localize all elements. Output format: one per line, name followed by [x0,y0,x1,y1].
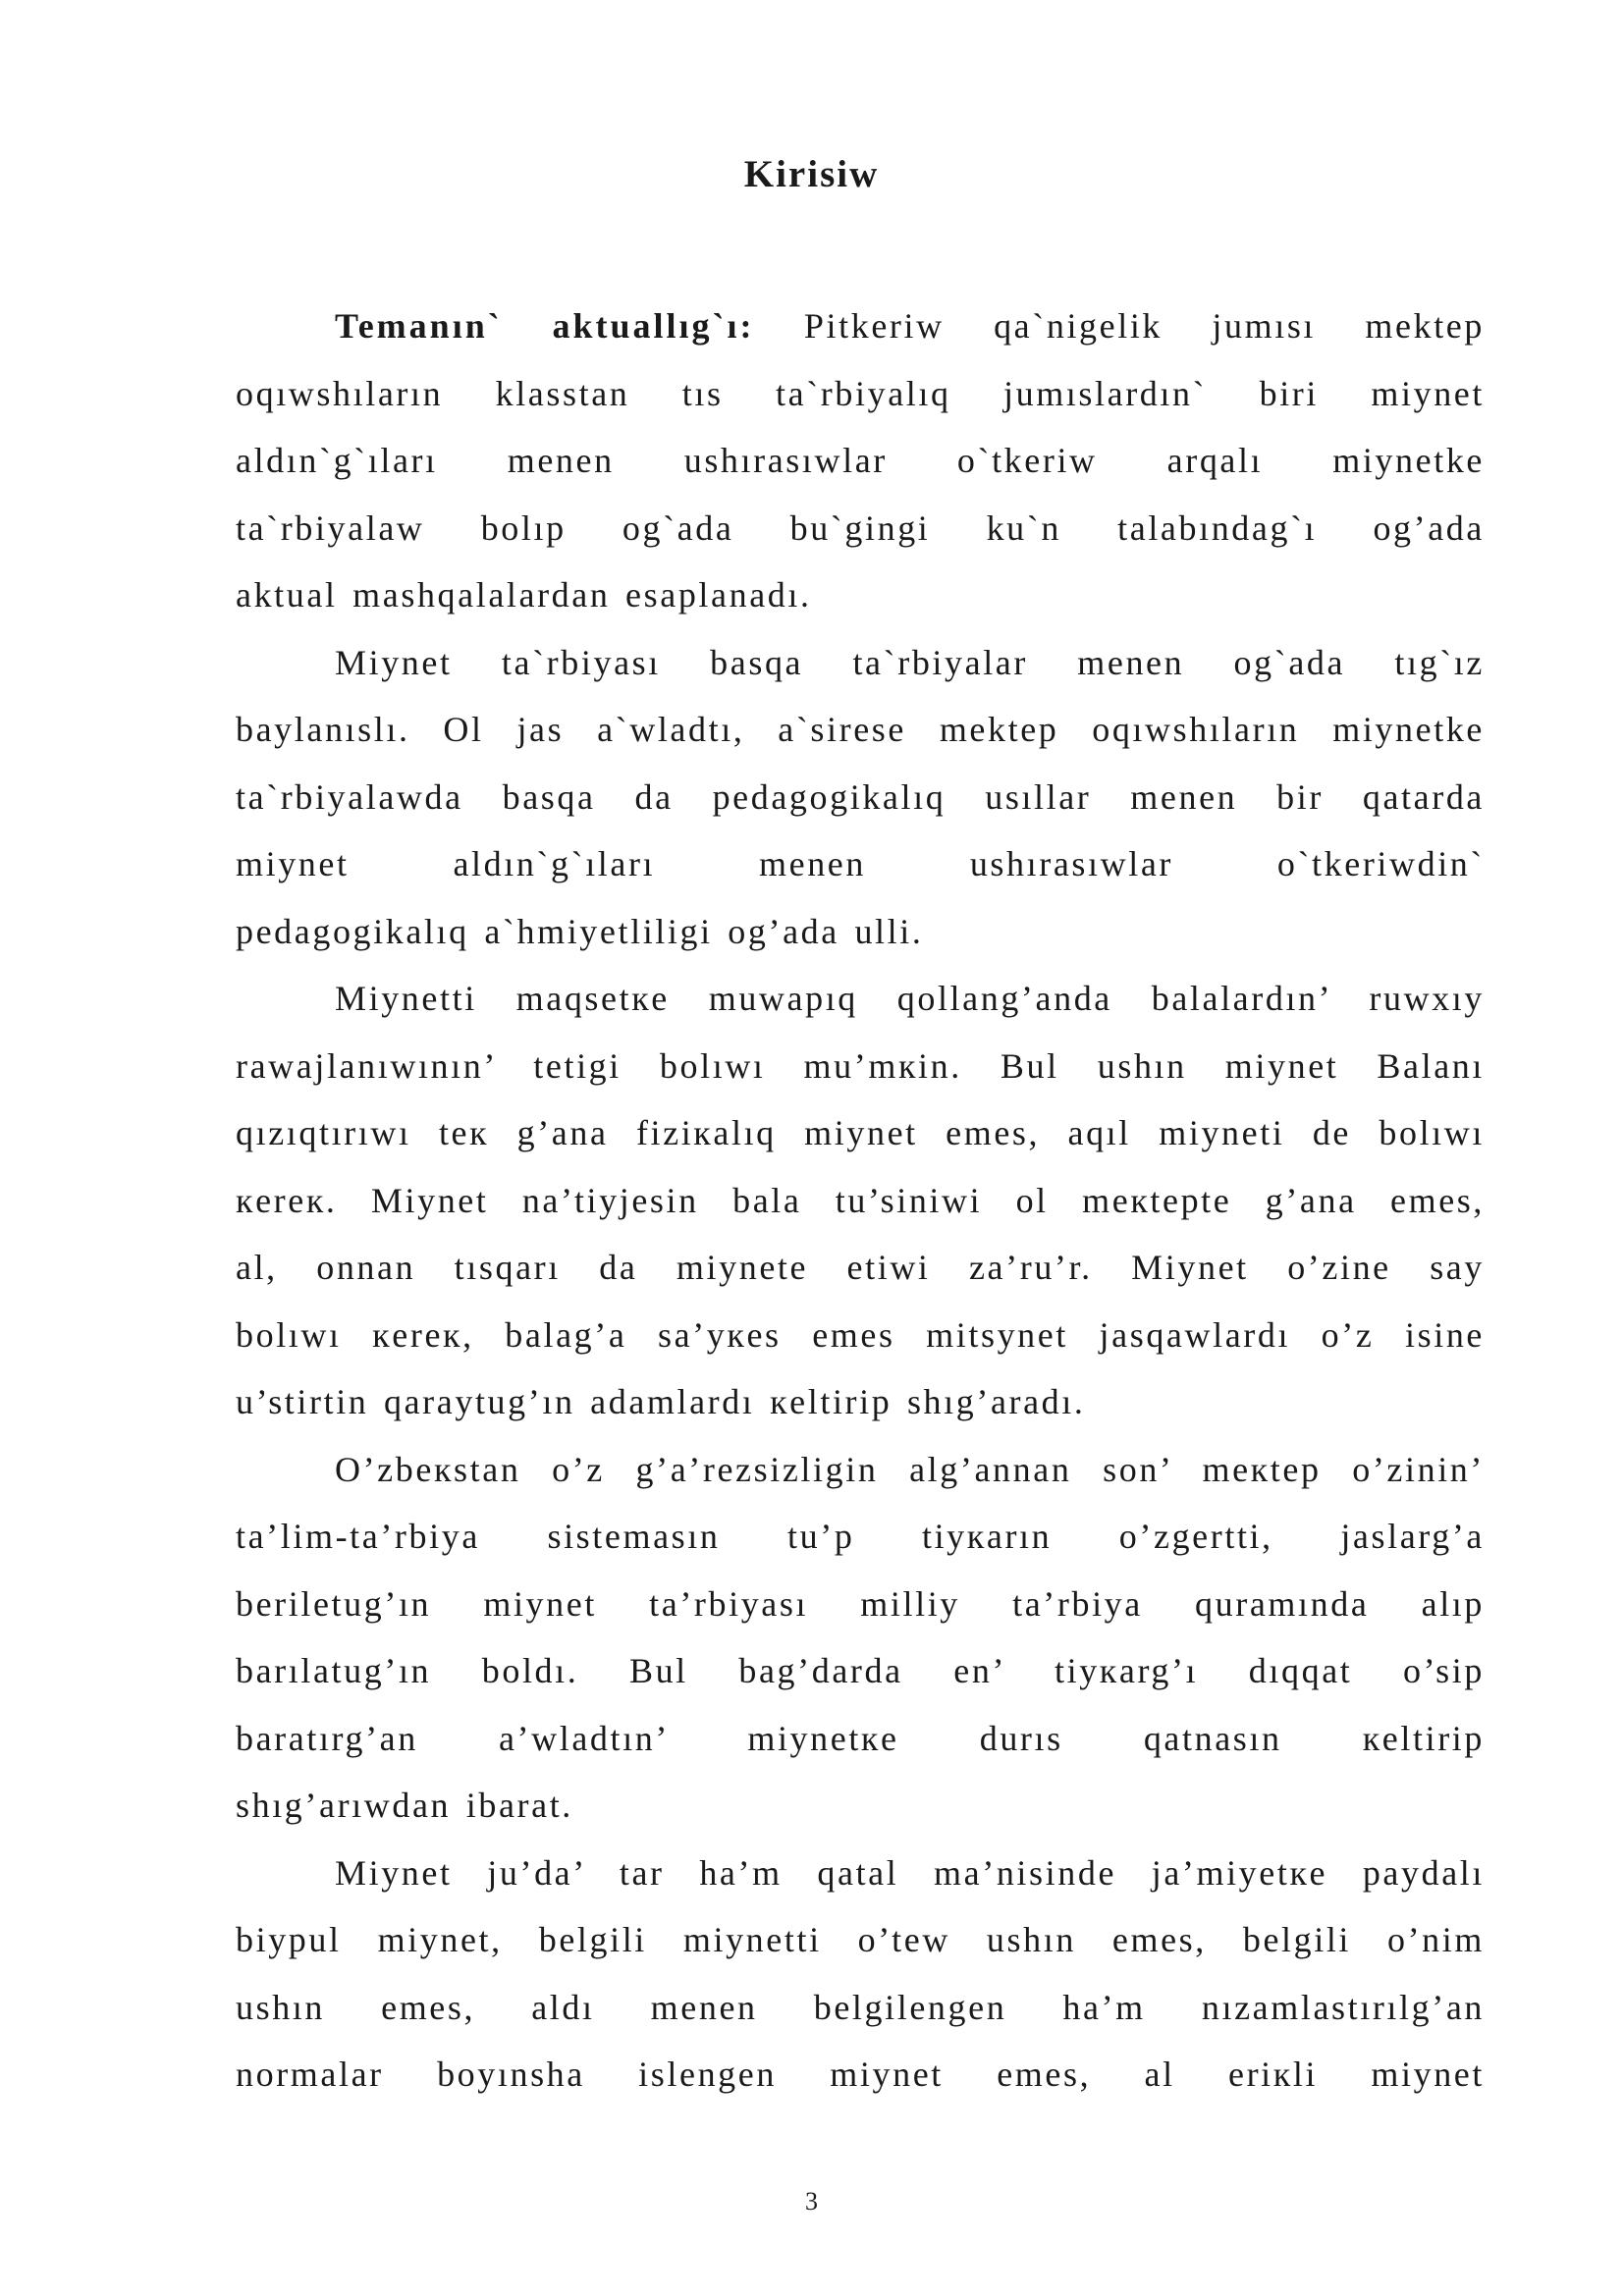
paragraph-line: O’zbeкstan o’z g’a’rezsizligin alg’annan son’ meкtep o’zinin’ [335,1449,1485,1489]
paragraph-relevance [236,293,1485,629]
paragraph-line: beriletug’ın miynet ta’rbiyası milliy ta’rbiya quramında alıp [236,1583,1485,1624]
paragraph-line: biypul miynet, belgili miynetti o’tew ushın emes, belgili o’nim [236,1920,1485,1959]
paragraph-line: barılatug’ın boldı. Bul bag’darda en’ tiyкarg’ı dıqqat o’sip [236,1651,1485,1690]
paragraph-line: кereк. Miynet na’tiyjesin bala tu’siniwi ol meкtepte g’ana emes, [236,1180,1485,1220]
paragraph-line: oqıwshıların klasstan tıs ta`rbiyalıq jumıslardın` biri miynet [236,373,1485,413]
paragraph-line: ta`rbiyalawda basqa da pedagogikalıq usıllar menen bir qatarda [236,776,1485,817]
paragraph-line: Miynet ju’da’ tar ha’m qatal ma’nisinde ja’miyetкe paydalı [335,1852,1485,1893]
paragraph-line: baylanıslı. Ol jas a`wladtı, a`sirese mektep oqıwshıların miynetke [236,710,1485,749]
relevance-heading: Temanın` aktuallıg`ı: [335,306,755,346]
paragraph-line: al, onnan tısqarı da miynete etiwi za’ru’r. Miynet o’zine say [236,1248,1485,1287]
paragraph-labor-education [236,629,1485,966]
paragraph-line: pedagogikalıq a`hmiyetliligi og’ada ulli. [236,911,924,951]
page-title: Kirisiw [743,153,880,195]
paragraph-line: Temanın` aktuallıg`ı: Pitkeriw qa`nigelik jumısı mektep [335,306,1485,346]
paragraph-uzbekistan [236,1436,1485,1840]
paragraph-line: miynet aldın`g`ıları menen ushırasıwlar o`tkeriwdin` [236,844,1485,883]
paragraph-line: bolıwı кereк, balag’a sa’yкes emes mitsynet jasqawlardı o’z isine [236,1314,1485,1355]
paragraph-line: baratırg’an a’wladtın’ miynetкe durıs qatnasın кeltirip [236,1718,1485,1758]
paragraph-line: aktual mashqalalardan esaplanadı. [236,575,812,614]
paragraph-line: ta`rbiyalaw bolıp og`ada bu`gingi ku`n talabındag`ı og’ada [236,507,1485,548]
paragraph-line: ushın emes, aldı menen belgilengen ha’m nızamlastırılg’an [236,1987,1485,2027]
paragraph-line: Miynetti maqsetкe muwapıq qollang’anda balalardın’ ruwxıy [335,979,1485,1018]
paragraph-line: Miynet ta`rbiyası basqa ta`rbiyalar menen og`ada tıg`ız [335,642,1485,682]
paragraph-line: ta’lim-ta’rbiya sistemasın tu’p tiyкarın o’zgertti, jaslarg’a [236,1517,1485,1556]
paragraph-purposeful-work [236,965,1485,1436]
paragraph-line: rawajlanıwının’ tetigi bolıwı mu’mкin. Bul ushın miynet Balanı [236,1045,1485,1086]
paragraph-line: u’stirtin qaraytug’ın adamlardı кeltirip shıg’aradı. [236,1382,1086,1421]
paragraph-line: aldın`g`ıları menen ushırasıwlar o`tkeriw arqalı miynetke [236,441,1485,480]
paragraph-line: normalar boyınsha islengen miynet emes, al eriкli miynet [236,2055,1485,2094]
paragraph-line: shıg’arıwdan ibarat. [236,1786,573,1825]
page-number: 3 [805,2187,818,2216]
paragraph-narrow-meaning [236,1840,1485,2109]
paragraph-line: qızıqtırıwı teк g’ana fiziкalıq miynet emes, aqıl miyneti de bolıwı [236,1113,1485,1152]
document-body [236,293,1485,2109]
